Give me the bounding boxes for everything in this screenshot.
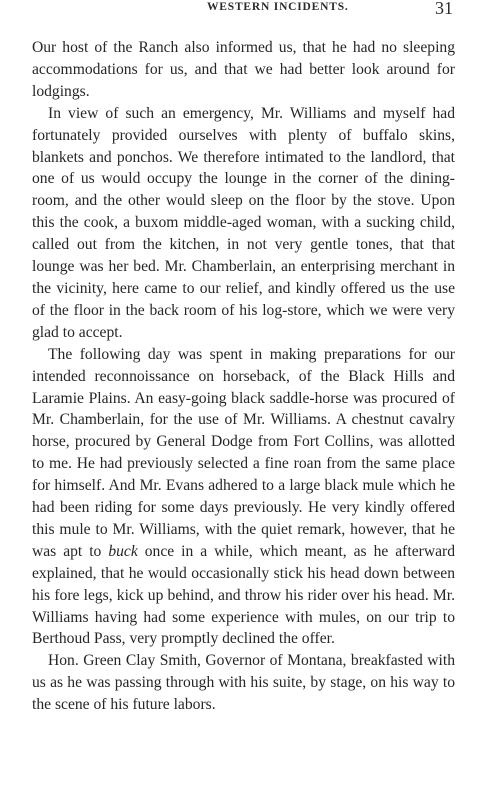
paragraph-horse-preparations — [32, 344, 455, 651]
italic-word-buck: buck — [108, 542, 138, 560]
running-head-title: WESTERN INCIDENTS. — [207, 1, 349, 13]
paragraph-governor-breakfast: Hon. Green Clay Smith, Governor of Montana, breakfasted with us as he was passing through with his suite, by stage, on his way to the scene of his future labors. — [32, 652, 455, 714]
paragraph-horse-preparations-text-1: The following day was spent in making preparations for our intended reconnoissance on horseback, of the Black Hills and Laramie Plains. An easy-going black saddle-horse was procured of Mr. Chamberlain, for the use of Mr. Williams. A chestnut cavalry horse, procured by General Dodge from Fort Collins, was allotted to me. He had previously selected a fine roan from the same place for himself. And Mr. Evans adhered to a large black mule which he had been riding for some days previously. He very kindly offered this mule to Mr. Williams, with the quiet remark, however, that he was apt to — [32, 345, 455, 560]
page-number: 31 — [435, 0, 453, 18]
paragraph-horse-preparations-text-2: once in a while, which meant, as he afterward explained, that he would occasionally stick his head down between his fore legs, kick up behind, and throw his rider over his head. Mr. Williams having had some experience with mules, on our trip to Berthoud Pass, very promptly declined the offer. — [32, 542, 455, 648]
paragraph-sleeping-arrangements: In view of such an emergency, Mr. Williams and myself had fortunately provided ourselves with plenty of buffalo skins, blankets and ponchos. We therefore intimated to the landlord, that one of us would occupy the lounge in the corner of the dining-room, and the other would sleep on the floor by the stove. Upon this the cook, a buxom middle-aged woman, with a sucking child, called out from the kitchen, in not very gentle tones, that that lounge was her bed. Mr. Chamberlain, an enterprising merchant in the vicinity, here came to our relief, and kindly offered us the use of the floor in the back room of his log-store, which we were very glad to accept. — [32, 104, 455, 341]
running-head — [0, 0, 479, 20]
paragraph-ranch-lodging: Our host of the Ranch also informed us, that he had no sleeping accommodations for us, and that we had better look around for lodgings. — [32, 39, 455, 100]
page-body — [32, 37, 455, 716]
